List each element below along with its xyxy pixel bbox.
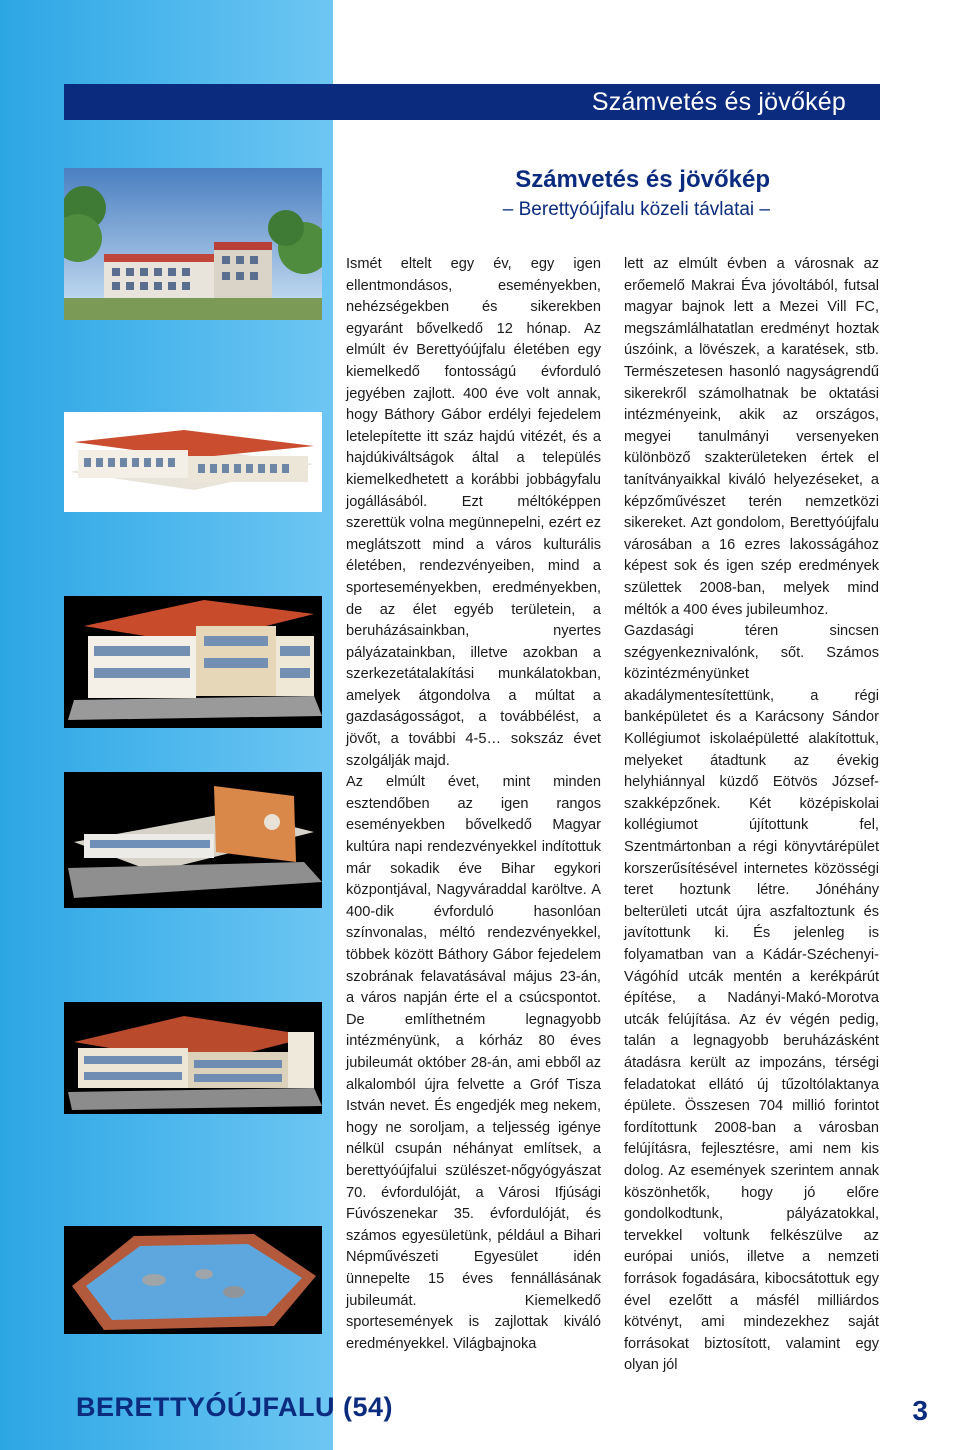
- orange-wall-building-render-image: [64, 772, 322, 908]
- header-band: [64, 84, 880, 120]
- article-subtitle: – Berettyóújfalu közeli távlatai –: [502, 199, 770, 220]
- left-paragraph: Ismét eltelt egy év, egy igen ellentmondásos, eseményekben, nehézségekben és sikerekben egyaránt bővelkedő 12 hónap. Az elmúlt év Berettyóújfalu életében egy kiemelkedő fontosságú évforduló jegyében zajlott. 400 éve volt annak, hogy Báthory Gábor erdélyi fejedelem letelepítette itt száz hajdú vitézét, és a hajdúkiváltságok által a település kiemelkedhetett a korábbi jobbágyfalu jogállásából. Ezt méltóképpen szerettük volna megünnepelni, ezért ez meglátszott mind a város kulturális életében, rendezvényeiben, mind a sporteseményekben, eredményekben, de az élet egyéb területein, a beruházásainkban, nyertes pályázatainkban, illetve azokban a szerkezetátalakítási munkálatokban, amelyek átgondolva a múltat a gazdaságosságot, a továbbélést, a jövőt, a további 4-5… sokszáz évet szolgálják majd.: [346, 256, 601, 769]
- left-paragraph: Az elmúlt évet, mint minden esztendőben az igen rangos eseményekben bővelkedő Magyar kultúra napi rendezvényekkel indítottuk már sokadik éve Bihar egykori központjával, Nagyváraddal karöltve. A 400-dik évforduló hasonlóan színvonalas, méltó rendezvényekkel, többek között Báthory Gábor fejedelem szobrának felavatásával május 23-án, a város napján érte el a csúcspontot. De említhetném legnagyobb intézményünk, a kórház 80 éves jubileumát október 28-án, ami ebből az alkalomból újra felvette a Gróf Tisza István nevet. És engedjék meg nekem, hogy ne soroljam, a teljesség igénye nélkül csupán néhányat említsek, a berettyóújfalui szülészet-nőgyógyászat 70. évfordulóját, a Városi Ifjúsági Fúvószenekar 35. évfordulóját, és számos egyesületünk, például a Bihari Népművészeti Egyesület idén ünnepelte 15 éves fennállásának jubileumát. Kiemelkedő sportesemények is zajlottak kiváló eredményekkel. Világbajnoka: [346, 774, 601, 1352]
- complex-building-render-image: [64, 1002, 322, 1114]
- page-number: 3: [912, 1395, 928, 1426]
- publication-name: BERETTYÓÚJFALU (54): [76, 1392, 394, 1422]
- right-paragraph: lett az elmúlt évben a városnak az erőemelő Makrai Éva jóvoltából, futsal magyar bajnok lett a Mezei Vill FC, megszámlálhatatlan eredményt hoztak úszóink, a lövészek, a karatések, stb. Természetesen hasonló nagyságrendű sikerekről számolhatnak be oktatási intézményeink, akik az országos, megyei tanulmányi versenyeken különböző szakterületeken értek el tanítványaikkal kiváló helyezéseket, a képzőművészet terén nemzetközi sikereket. Azt gondolom, Berettyóújfalu városában a 16 ezres lakosságához képest sok és igen szép eredmények születtek 2008-ban, melyek mind méltók a 400 éves jubileumhoz.: [624, 256, 879, 618]
- two-storey-building-render-image: [64, 596, 322, 728]
- school-building-render-image: [64, 168, 322, 320]
- left-text-column: [346, 254, 601, 1355]
- right-paragraph: Gazdasági téren sincsen szégyenkeznivalónk, sőt. Számos közintézményünket akadálymentesítettünk, a régi banképületet és a Karácsony Sándor Kollégiumot iskolaépületté alakítottuk, melyeket átadtunk az évekig helyhiánnyal küzdő Eötvös József-szakképzőnek. Két középiskolai kollégiumot újítottunk fel, Szentmártonban a régi könyvtárépület korszerűsítésével internetes közösségi teret hoztunk létre. Jónéhány belterületi utcát újra aszfaltoztunk és javítottunk ki. És jelenleg is folyamatban van a Kádár-Széchenyi-Vágóhíd utcák mentén a kerékpárút építése, a Nadányi-Makó-Morotva utcák felújítása. Az év végén pedig, talán a legnagyobb beruházásként átadásra került az impozáns, térségi feladatokat ellátó új tűzoltólaktanya épülete. Összesen 704 millió forintot fordítottunk 2008-ban a városban felújításra, fejlesztésre, ami nem kis dolog. Az események szerintem annak köszönhetők, hogy jó előre gondolkodtunk, pályázatokkal, tervekkel voltunk felkészülve az európai uniós, illetve a nemzeti források fogadására, kibocsátottuk egy ével ezelőtt a másfél milliárdos kötvényt, ami mindezekhez saját forrásokat biztosított, valamint egy olyan jól: [624, 623, 879, 1374]
- right-text-column: [624, 254, 879, 1377]
- article-title: Számvetés és jövőkép: [515, 166, 770, 193]
- section-title: Számvetés és jövőkép: [591, 88, 846, 116]
- fountain-pool-render-image: [64, 1226, 322, 1334]
- red-roof-building-render-image: [64, 412, 322, 512]
